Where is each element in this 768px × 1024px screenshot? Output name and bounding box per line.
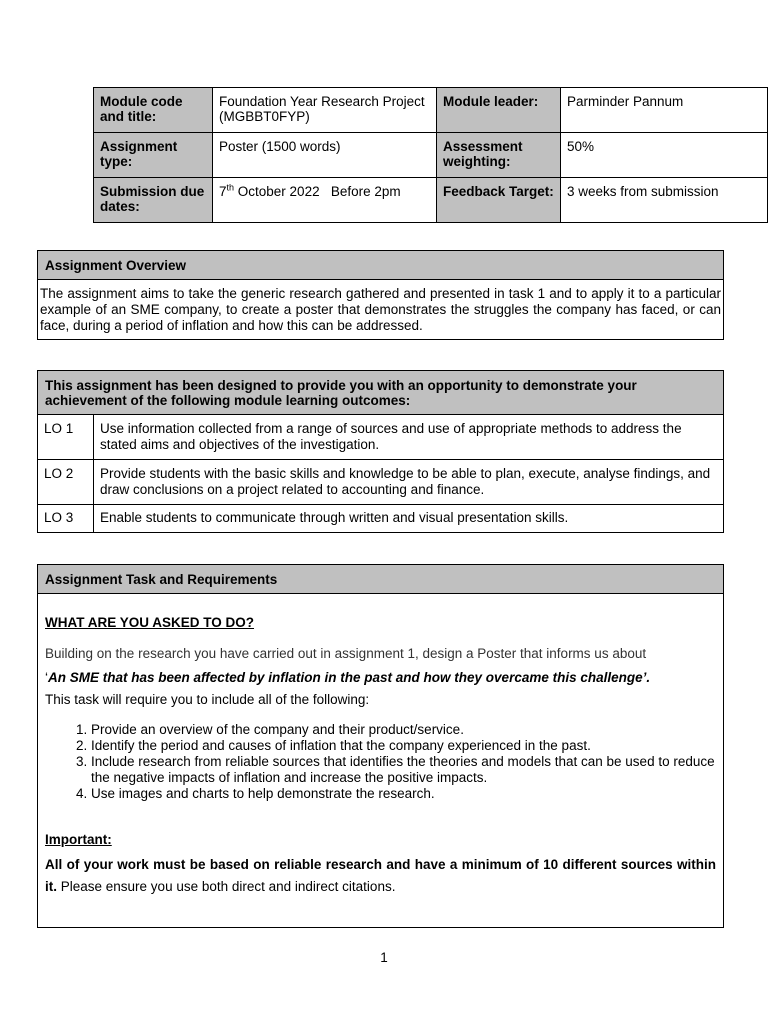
task-requirement: This task will require you to include all of the following: [45, 692, 370, 707]
leader-label: Module leader: [437, 88, 561, 133]
outcome-row [38, 415, 723, 460]
important-label: Important: [45, 832, 112, 847]
important-bold: All of your work must be based on reliable research and have a minimum of 10 different sources within it. [45, 857, 716, 894]
page-number: 1 [380, 950, 388, 965]
requirements-list [45, 722, 716, 802]
important-text [45, 854, 716, 898]
feedback-label: Feedback Target: [437, 178, 561, 223]
info-row [94, 178, 768, 223]
overview-text: The assignment aims to take the generic research gathered and presented in task 1 and to apply it to a particular example of an SME company, to create a poster that demonstrates the struggles the company has faced, or can face, during a period of inflation and how this can be addressed. [40, 286, 721, 333]
important-rest: Please ensure you use both direct and indirect citations. [57, 879, 396, 894]
outcome-row [38, 460, 723, 505]
weighting-value: 50% [561, 133, 768, 178]
outcome-code: LO 1 [38, 415, 94, 460]
outcome-code: LO 3 [38, 505, 94, 533]
module-value: Foundation Year Research Project (MGBBT0FYP) [213, 88, 437, 133]
feedback-value: 3 weeks from submission [561, 178, 768, 223]
outcome-row [38, 505, 723, 533]
task-heading: Assignment Task and Requirements [38, 565, 723, 594]
outcomes-heading: This assignment has been designed to provide you with an opportunity to demonstrate your achievement of the following module learning outcomes: [38, 371, 723, 414]
task-requirements-section [37, 564, 724, 928]
type-label: Assignment type: [94, 133, 213, 178]
task-content [38, 615, 723, 898]
module-info-table [93, 87, 768, 223]
due-suffix: th [226, 182, 235, 193]
info-row [94, 133, 768, 178]
module-label: Module code and title: [94, 88, 213, 133]
list-item: 4. Use images and charts to help demonstrate the research. [91, 786, 716, 802]
learning-outcomes-section [37, 370, 724, 533]
outcomes-table [38, 414, 723, 532]
focus-text: An SME that has been affected by inflation in the past and how they overcame this challenge’. [48, 670, 651, 685]
outcome-code: LO 2 [38, 460, 94, 505]
assignment-overview-section [37, 250, 724, 340]
focus-quote: ‘ [45, 670, 48, 685]
outcome-text: Use information collected from a range of sources and use of appropriate methods to address the stated aims and objectives of the investigation. [94, 415, 724, 460]
list-item: 2. Identify the period and causes of inflation that the company experienced in the past. [91, 738, 716, 754]
due-value [213, 178, 437, 223]
task-subheading: WHAT ARE YOU ASKED TO DO? [45, 615, 255, 630]
outcome-text: Provide students with the basic skills and knowledge to be able to plan, execute, analyse findings, and draw conclusions on a project related to accounting and finance. [94, 460, 724, 505]
weighting-label: Assessment weighting: [437, 133, 561, 178]
due-rest: October 2022 Before 2pm [234, 184, 401, 199]
task-intro: Building on the research you have carried out in assignment 1, design a Poster that informs us about [45, 646, 647, 661]
due-label: Submission due dates: [94, 178, 213, 223]
info-row [94, 88, 768, 133]
due-day: 7 [219, 184, 227, 199]
overview-heading: Assignment Overview [38, 251, 723, 280]
list-item: 3. Include research from reliable sources that identifies the theories and models that can be used to reduce the negative impacts of inflation and increase the positive impacts. [91, 754, 716, 786]
task-focus [45, 670, 716, 686]
outcome-text: Enable students to communicate through written and visual presentation skills. [94, 505, 724, 533]
list-item: 1. Provide an overview of the company and their product/service. [91, 722, 716, 738]
type-value: Poster (1500 words) [213, 133, 437, 178]
leader-value: Parminder Pannum [561, 88, 768, 133]
